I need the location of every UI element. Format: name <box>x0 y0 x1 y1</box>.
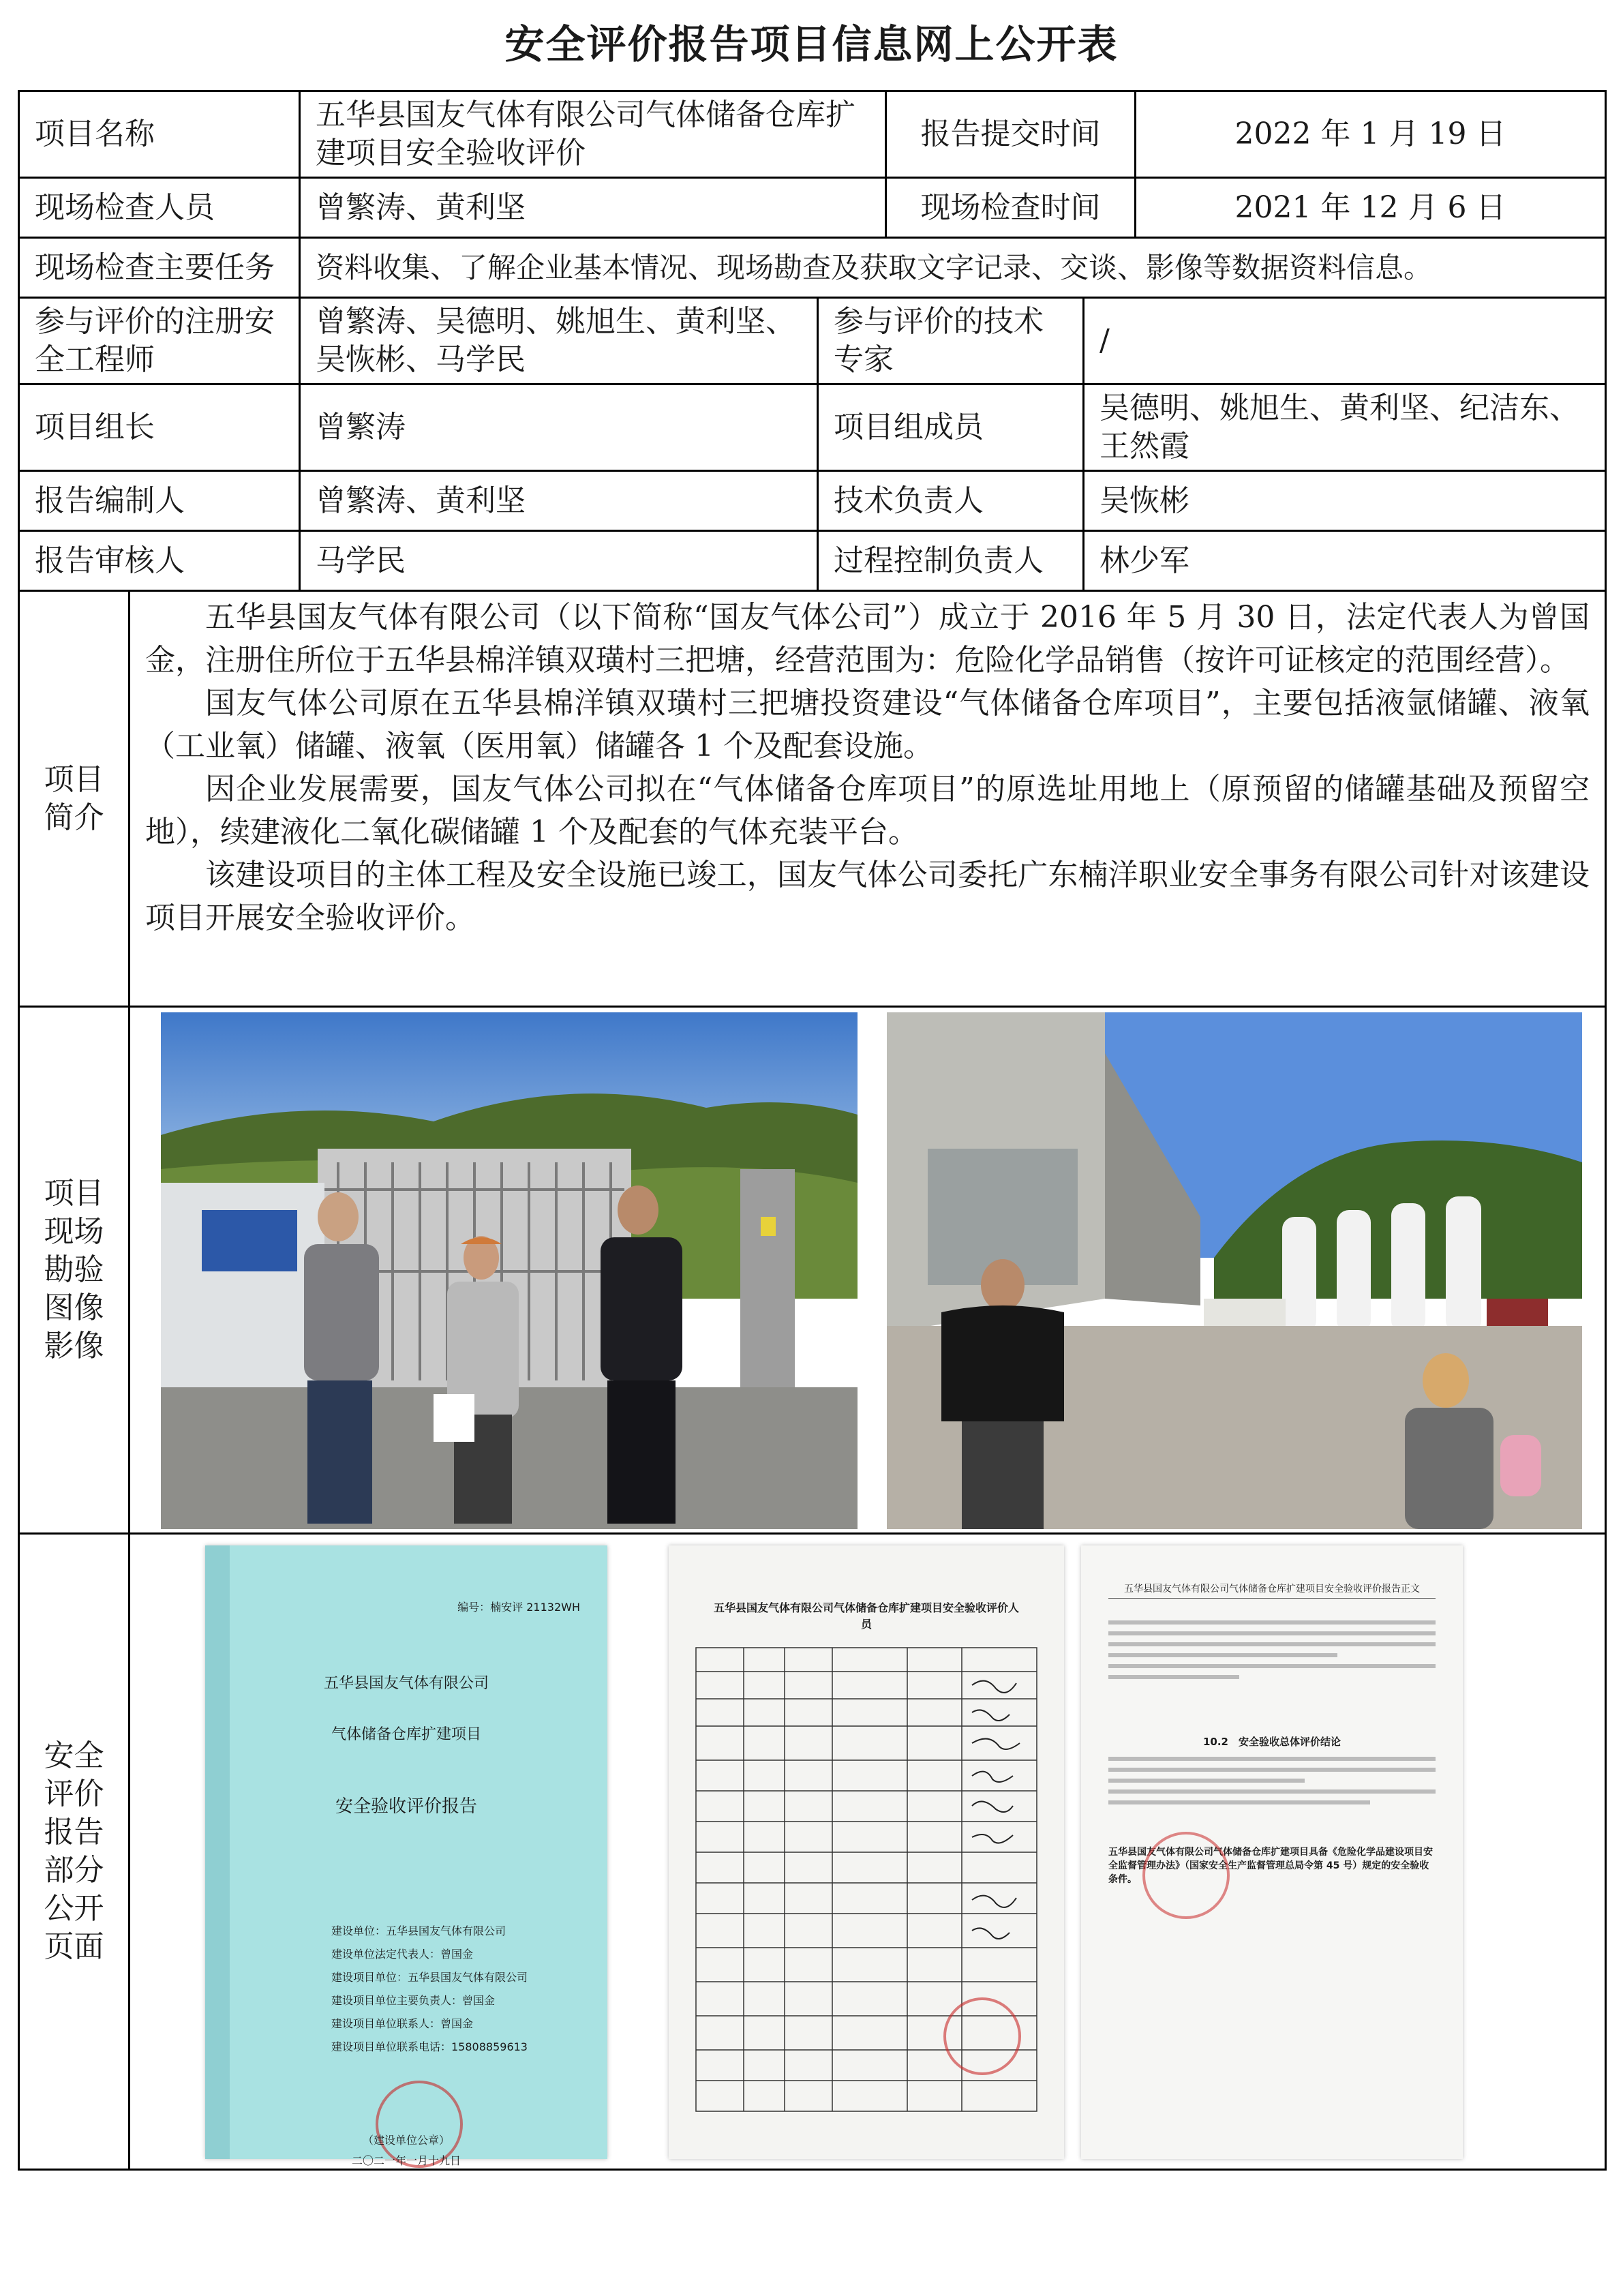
cover-project: 气体储备仓库扩建项目 <box>331 1726 481 1743</box>
site-photo-gate <box>161 1012 858 1529</box>
members: 吴德明、姚旭生、黄利坚、纪洁东、王然霞 <box>1084 384 1606 471</box>
cover-line: 建设项目单位联系人：曾国金 <box>331 2017 474 2030</box>
author-label: 报告编制人 <box>19 471 300 531</box>
pages-label <box>19 1534 130 2170</box>
pages-label-text: 安全评价报告部分公开页面 <box>44 1738 104 1964</box>
pages-cell <box>130 1534 1606 2170</box>
reviewer-label: 报告审核人 <box>19 531 300 591</box>
cover-line: 建设单位法定代表人：曾国金 <box>331 1948 474 1961</box>
inspectors-label: 现场检查人员 <box>19 178 300 238</box>
inspectors: 曾繁涛、黄利坚 <box>300 178 886 238</box>
conclusion-seal <box>1142 1832 1230 1919</box>
intro-paragraph: 五华县国友气体有限公司（以下简称“国友气体公司”）成立于 2016 年 5 月 30 日，法定代表人为曾国金，注册住所位于五华县棉洋镇双璜村三把塘，经营范围为：危险化学品销售（按许可证核定的范围经营）。 <box>145 600 1590 678</box>
inspect-time: 2021 年 12 月 6 日 <box>1136 178 1606 238</box>
experts-label: 参与评价的技术专家 <box>818 298 1084 384</box>
process-label: 过程控制负责人 <box>818 531 1084 591</box>
tech: 吴恢彬 <box>1084 471 1606 531</box>
cover-stamp: （建设单位公章） <box>362 2134 450 2147</box>
cover-line: 建设单位：五华县国友气体有限公司 <box>331 1924 506 1937</box>
conclusion-page <box>1081 1545 1463 2159</box>
conclusion-lines-mid <box>1108 1750 1436 1811</box>
leader: 曾繁涛 <box>300 384 818 471</box>
personnel-page <box>669 1545 1064 2159</box>
conclusion-lines-top <box>1108 1614 1436 1686</box>
cover-line: 建设项目单位联系电话：15808859613 <box>331 2040 528 2053</box>
reviewer: 马学民 <box>300 531 818 591</box>
intro-label <box>19 591 130 1007</box>
info-table <box>18 90 1607 2171</box>
engineers: 曾繁涛、吴德明、姚旭生、黄利坚、吴恢彬、马学民 <box>300 298 818 384</box>
intro-text <box>130 591 1606 1007</box>
cover-date: 二〇二一年一月十九日 <box>351 2154 461 2167</box>
photos-label-text: 项目现场勘验图像影像 <box>44 1176 104 1363</box>
intro-paragraph: 因企业发展需要，国友气体公司拟在“气体储备仓库项目”的原选址用地上（原预留的储罐基础及预留空地），续建液化二氧化碳储罐 1 个及配套的气体充装平台。 <box>145 772 1590 849</box>
page-title: 安全评价报告项目信息网上公开表 <box>504 21 1119 67</box>
cover-binding <box>205 1545 230 2159</box>
personnel-title: 五华县国友气体有限公司气体储备仓库扩建项目安全验收评价人员 <box>713 1601 1019 1631</box>
intro-paragraph: 该建设项目的主体工程及安全设施已竣工，国友气体公司委托广东楠洋职业安全事务有限公司针对该建设项目开展安全验收评价。 <box>145 858 1590 935</box>
cover-line: 建设项目单位：五华县国友气体有限公司 <box>331 1971 528 1984</box>
intro-label-text: 项目简介 <box>44 761 104 835</box>
task-label: 现场检查主要任务 <box>19 238 300 298</box>
personnel-grid <box>669 1545 1064 2159</box>
engineers-label: 参与评价的注册安全工程师 <box>19 298 300 384</box>
conclusion-header: 五华县国友气体有限公司气体储备仓库扩建项目安全验收评价报告正文 <box>1108 1583 1436 1599</box>
tech-label: 技术负责人 <box>818 471 1084 531</box>
leader-label: 项目组长 <box>19 384 300 471</box>
cover-line: 建设项目单位主要负责人：曾国金 <box>331 1994 496 2007</box>
project-name-label: 项目名称 <box>19 91 300 178</box>
site-photo-tanks <box>887 1012 1582 1529</box>
members-label: 项目组成员 <box>818 384 1084 471</box>
conclusion-text: 五华县国友气体有限公司气体储备仓库扩建项目具备《危险化学品建设项目安全监督管理办法》（国家安全生产监督管理总局令第 45 号）规定的安全验收条件。 <box>1108 1847 1433 1885</box>
experts: / <box>1084 298 1606 384</box>
author: 曾繁涛、黄利坚 <box>300 471 818 531</box>
report-cover-page <box>205 1545 607 2167</box>
photos-cell <box>130 1007 1606 1534</box>
intro-paragraph: 国友气体公司原在五华县棉洋镇双璜村三把塘投资建设“气体储备仓库项目”，主要包括液氩储罐、液氧（工业氧）储罐、液氧（医用氧）储罐各 1 个及配套设施。 <box>145 686 1590 764</box>
inspect-time-label: 现场检查时间 <box>886 178 1136 238</box>
cover-number: 编号：楠安评 21132WH <box>457 1601 580 1614</box>
photos-label <box>19 1007 130 1534</box>
submit-time: 2022 年 1 月 19 日 <box>1136 91 1606 178</box>
submit-time-label: 报告提交时间 <box>886 91 1136 178</box>
task: 资料收集、了解企业基本情况、现场勘查及获取文字记录、交谈、影像等数据资料信息。 <box>300 238 1606 298</box>
cover-company: 五华县国友气体有限公司 <box>323 1675 489 1692</box>
cover-report-title: 安全验收评价报告 <box>335 1796 477 1817</box>
project-name: 五华县国友气体有限公司气体储备仓库扩建项目安全验收评价 <box>300 91 886 178</box>
process: 林少军 <box>1084 531 1606 591</box>
conclusion-section: 10.2 安全验收总体评价结论 <box>1202 1736 1341 1748</box>
cover-info <box>331 1924 528 2055</box>
